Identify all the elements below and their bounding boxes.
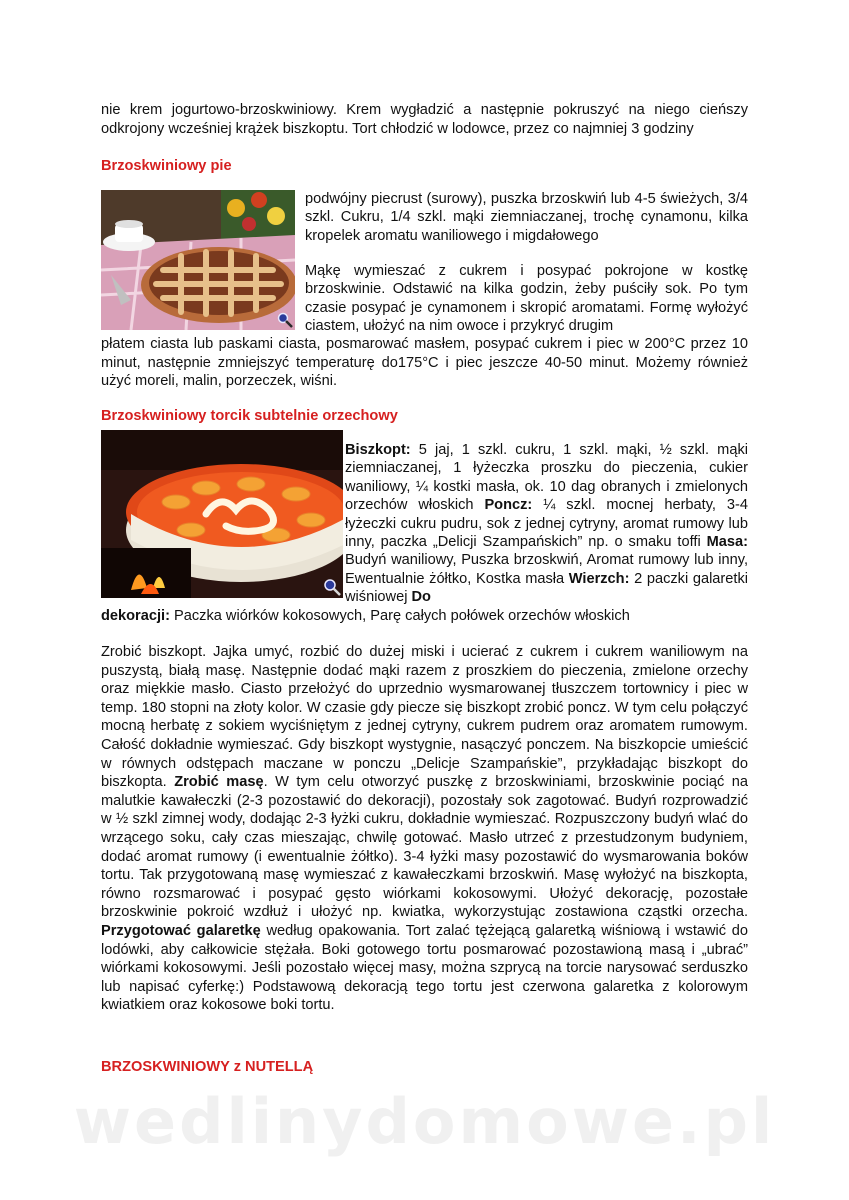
dekoracji-text: Paczka wiórków kokosowych, Parę całych połówek orzechów włoskich <box>169 608 630 624</box>
intro-paragraph: nie krem jogurtowo-brzoskwiniowy. Krem wygładzić a następnie pokruszyć na niego cieńszy odkrojony wcześniej krążek biszkoptu. Tort chłodzić w lodowce, przez co najmniej 3 godziny <box>101 102 748 137</box>
wierzch-label: Wierzch: <box>568 570 630 587</box>
biszkopt-text: 5 jaj, 1 szkl. cukru, 1 szkl. mąki, ½ szkl. mąki ziemniaczanej, 1 łyżeczka proszku do pieczenia, cukier waniliowy, ¼ kostki masła, ok. 10 dag obranych i zmielonych orzechów włoskich <box>345 442 748 514</box>
recipe2-ingredients <box>345 441 748 607</box>
do-label: Do <box>411 589 431 606</box>
method-part2: . W tym celu otworzyć puszkę z brzoskwiniami, brzoskwinie pociąć na malutkie kawałeczki (2-3 pozostawić do dekoracji), pozostały sok zagotować. Budyń rozprowadzić w ½ szkl zimnej wody, dodając 2-3 łyżki cukru, dokładnie wymieszać. Rozpuszczony budyń wlać do wrzącego soku, cały czas mieszając, chwilę gotować. Masło utrzeć z przestudzonym budyniem, dodać aromat rumowy (i ewentualnie żółtko). 3-4 łyżki masy pozostawić do wysmarowania boków tortu. Tak przygotowaną masę wymieszać z kawałeczkami brzoskwiń. Masę wyłożyć na biszkopta, równo rozsmarować i posypać gęsto wiórkami kokosowymi. Ułożyć dekorację, pozostałe brzoskwinie pokroić wzdłuż i ułożyć np. kwiatka, wykorzystując zostawiona cząstki orzecha. <box>101 774 748 921</box>
method-part1: Zrobić biszkopt. Jajka umyć, rozbić do dużej miski i ucierać z cukrem i cukrem waniliowym na puszystą, białą masę. Następnie dodać mąki razem z proszkiem do pieczenia, zmielone orzechy oraz miękkie masło. Ciasto przełożyć do uprzednio wysmarowanej tłuszczem tortownicy i piec w temp. 180 stopni na złoty kolor. W czasie gdy piecze się biszkopt zrobić poncz. W tym celu połączyć mocną herbatę z sokiem wyciśniętym z jednej cytryny, cukrem pudrem oraz aromatem rumowym. Całość dokładnie wymieszać. Gdy biszkopt wystygnie, nasączyć ponczem. Na biszkopcie umieścić w równych odstępach maczane w ponczu „Delicje Szampańskie”, przykładając biszkopt do biszkopta. <box>101 644 748 791</box>
watermark: wedlinydomowe.pl <box>73 1085 776 1158</box>
peach-pie-photo <box>101 190 295 330</box>
magnifier-icon <box>277 312 293 328</box>
recipe1-ingredients: podwójny piecrust (surowy), puszka brzoskwiń lub 4-5 świeżych, 3/4 szkl. Cukru, 1/4 szkl. mąki ziemniaczanej, trochę cynamonu, kilka kropelek aromatu waniliowego i migdałowego <box>305 191 748 244</box>
poncz-label: Poncz: <box>484 497 533 514</box>
method-part3: według opakowania. Tort zalać tężejącą galaretką wiśniową i wstawić do lodówki, aby całkowicie stężała. Boki gotowego tortu posmarować pozostawioną masą i „ubrać” wiórkami kokosowymi. Jeśli pozostało więcej masy, można szprycą na torcie narysować serduszko lub napisać cyferkę:) Podstawową dekoracją tego tortu jest czerwona galaretka z kolorowym kwiatkiem oraz kokosowe boki tortu. <box>101 922 748 1014</box>
recipe3-title: BRZOSKWINIOWY z NUTELLĄ <box>101 1059 314 1075</box>
recipe1-method-full: płatem ciasta lub paskami ciasta, posmarować masłem, posypać cukrem i piec w 200°C przez 10 minut, następnie zmniejszyć temperaturę do175°C i piec jeszcze 40-50 minut. Możemy również użyć moreli, malin, porzeczek, wiśni. <box>101 336 748 390</box>
recipe2-decoration <box>101 607 748 626</box>
recipe1-method-wrapped: Mąkę wymieszać z cukrem i posypać pokrojone w kostkę brzoskwinie. Odstawić na kilka godzin, żeby puściły sok. Po tym czasie posypać je cynamonem i skropić aromatami. Formę wyłożyć ciastem, ułożyć na nim owoce i przykryć drugim <box>305 263 748 335</box>
zrobic-masa-label: Zrobić masę <box>174 774 264 791</box>
dekoracji-label: dekoracji: <box>101 608 170 624</box>
biszkopt-label: Biszkopt: <box>345 442 411 458</box>
magnifier-icon <box>323 578 341 596</box>
poncz-text: ¼ szkl. mocnej herbaty, 3-4 łyżeczki cukru pudru, sok z jednej cytryny, aromat rumowy lub inny, paczka „Delicji Szampańskich” np. o smaku toffi <box>345 497 748 551</box>
peach-cake-photo <box>101 430 343 598</box>
masa-text: Budyń waniliowy, Puszka brzoskwiń, Aromat rumowy lub inny, Ewentualnie żółtko, Kostka masła <box>345 552 748 587</box>
recipe2-title: Brzoskwiniowy torcik subtelnie orzechowy <box>101 408 398 424</box>
recipe2-method <box>101 643 748 1015</box>
masa-label: Masa: <box>706 534 748 551</box>
wierzch-text: 2 paczki galaretki wiśniowej <box>345 570 748 606</box>
recipe1-title: Brzoskwiniowy pie <box>101 158 232 174</box>
przygotowac-label: Przygotować galaretkę <box>101 922 261 939</box>
